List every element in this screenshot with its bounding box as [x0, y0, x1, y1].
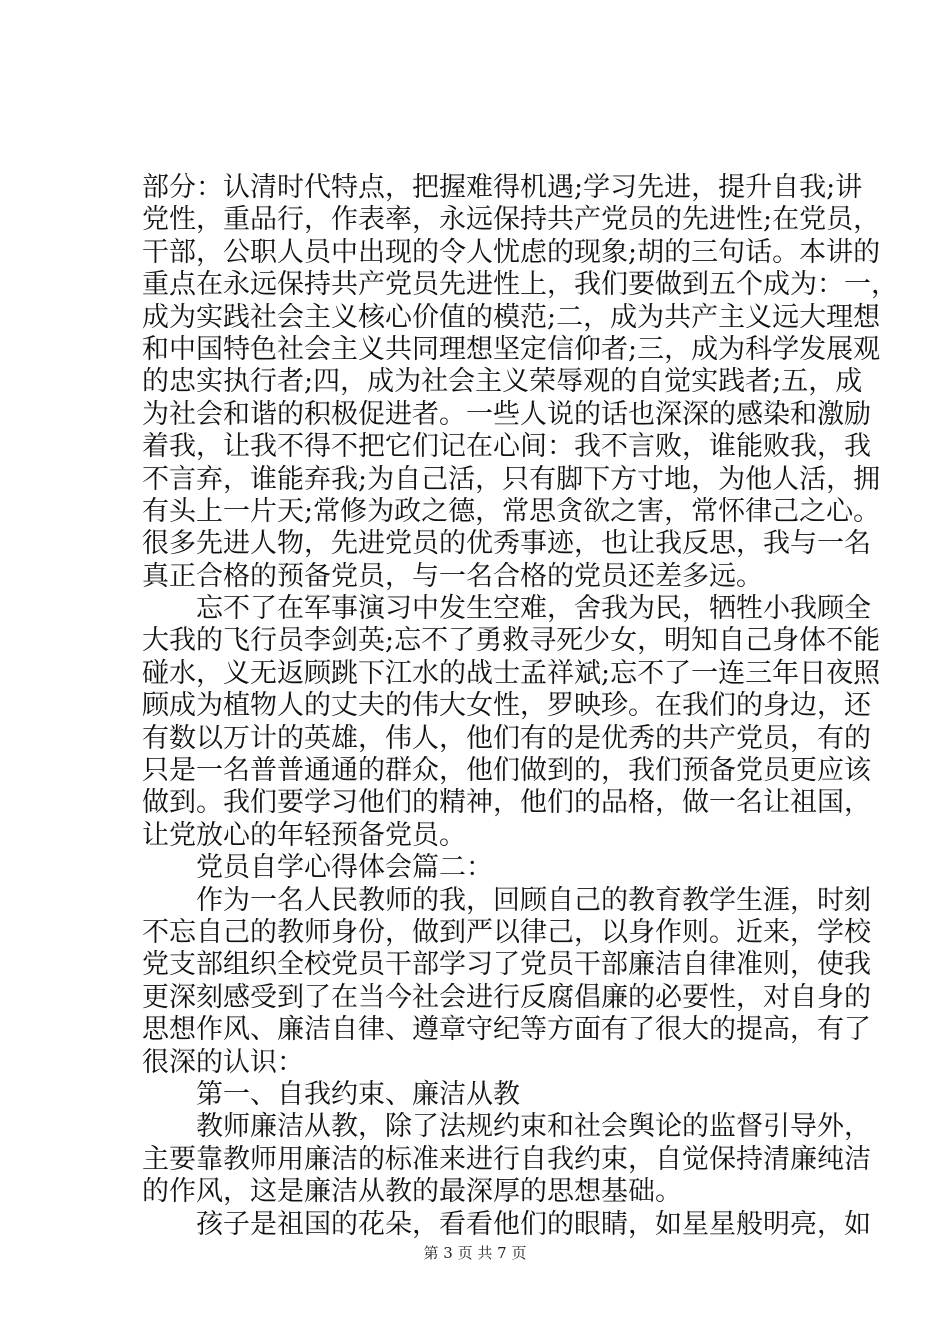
text-line: 不忘自己的教师身份，做到严以律己，以身作则。近来，学校 [142, 916, 871, 948]
section-heading: 党员自学心得体会篇二： [142, 852, 493, 884]
text-line: 真正合格的预备党员，与一名合格的党员还差多远。 [142, 560, 763, 592]
text-line: 重点在永远保持共产党员先进性上，我们要做到五个成为：一， [142, 269, 898, 301]
text-line: 有头上一片天;常修为政之德，常思贪欲之害，常怀律己之心。 [142, 495, 881, 527]
text-line: 很多先进人物，先进党员的优秀事迹，也让我反思，我与一名 [142, 528, 871, 560]
text-line: 做到。我们要学习他们的精神，他们的品格，做一名让祖国， [142, 787, 871, 819]
text-line: 大我的飞行员李剑英;忘不了勇救寻死少女，明知自己身体不能 [142, 625, 881, 657]
text-line: 的作风，这是廉洁从教的最深厚的思想基础。 [142, 1176, 682, 1208]
text-line: 有数以万计的英雄，伟人，他们有的是优秀的共产党员，有的 [142, 722, 871, 754]
text-line: 让党放心的年轻预备党员。 [142, 819, 466, 851]
text-line: 的忠实执行者;四，成为社会主义荣辱观的自觉实践者;五，成 [142, 366, 863, 398]
text-line: 不言弃，谁能弃我;为自己活，只有脚下方寸地，为他人活，拥 [142, 463, 881, 495]
text-line: 成为实践社会主义核心价值的模范;二，成为共产主义远大理想 [142, 301, 881, 333]
text-line: 党性，重品行，作表率，永远保持共产党员的先进性;在党员， [142, 204, 881, 236]
text-line: 只是一名普普通通的群众，他们做到的，我们预备党员更应该 [142, 755, 871, 787]
text-line: 碰水，义无返顾跳下江水的战士孟祥斌;忘不了一连三年日夜照 [142, 657, 881, 689]
text-line: 顾成为植物人的丈夫的伟大女性，罗映珍。在我们的身边，还 [142, 690, 871, 722]
text-line: 教师廉洁从教，除了法规约束和社会舆论的监督引导外， [142, 1111, 871, 1143]
text-line: 更深刻感受到了在当今社会进行反腐倡廉的必要性，对自身的 [142, 981, 871, 1013]
text-line: 思想作风、廉洁自律、遵章守纪等方面有了很大的提高，有了 [142, 1014, 871, 1046]
text-line: 着我，让我不得不把它们记在心间：我不言败，谁能败我，我 [142, 431, 871, 463]
page-number-footer: 第 3 页 共 7 页 [423, 1244, 527, 1262]
section-heading: 第一、自我约束、廉洁从教 [142, 1078, 520, 1110]
text-line: 很深的认识： [142, 1046, 304, 1078]
text-line: 部分：认清时代特点，把握难得机遇;学习先进，提升自我;讲 [142, 172, 863, 203]
text-line: 党支部组织全校党员干部学习了党员干部廉洁自律准则，使我 [142, 949, 871, 981]
text-line: 主要靠教师用廉洁的标准来进行自我约束，自觉保持清廉纯洁 [142, 1143, 871, 1175]
text-line: 和中国特色社会主义共同理想坚定信仰者;三，成为科学发展观 [142, 333, 881, 365]
document-body [142, 172, 898, 1241]
text-line: 忘不了在军事演习中发生空难，舍我为民，牺牲小我顾全 [142, 593, 871, 625]
text-line: 干部，公职人员中出现的令人忧虑的现象;胡的三句话。本讲的 [142, 236, 881, 268]
text-line: 孩子是祖国的花朵，看看他们的眼睛，如星星般明亮，如 [142, 1208, 871, 1240]
text-line: 作为一名人民教师的我，回顾自己的教育教学生涯，时刻 [142, 884, 871, 916]
text-line: 为社会和谐的积极促进者。一些人说的话也深深的感染和激励 [142, 398, 871, 430]
